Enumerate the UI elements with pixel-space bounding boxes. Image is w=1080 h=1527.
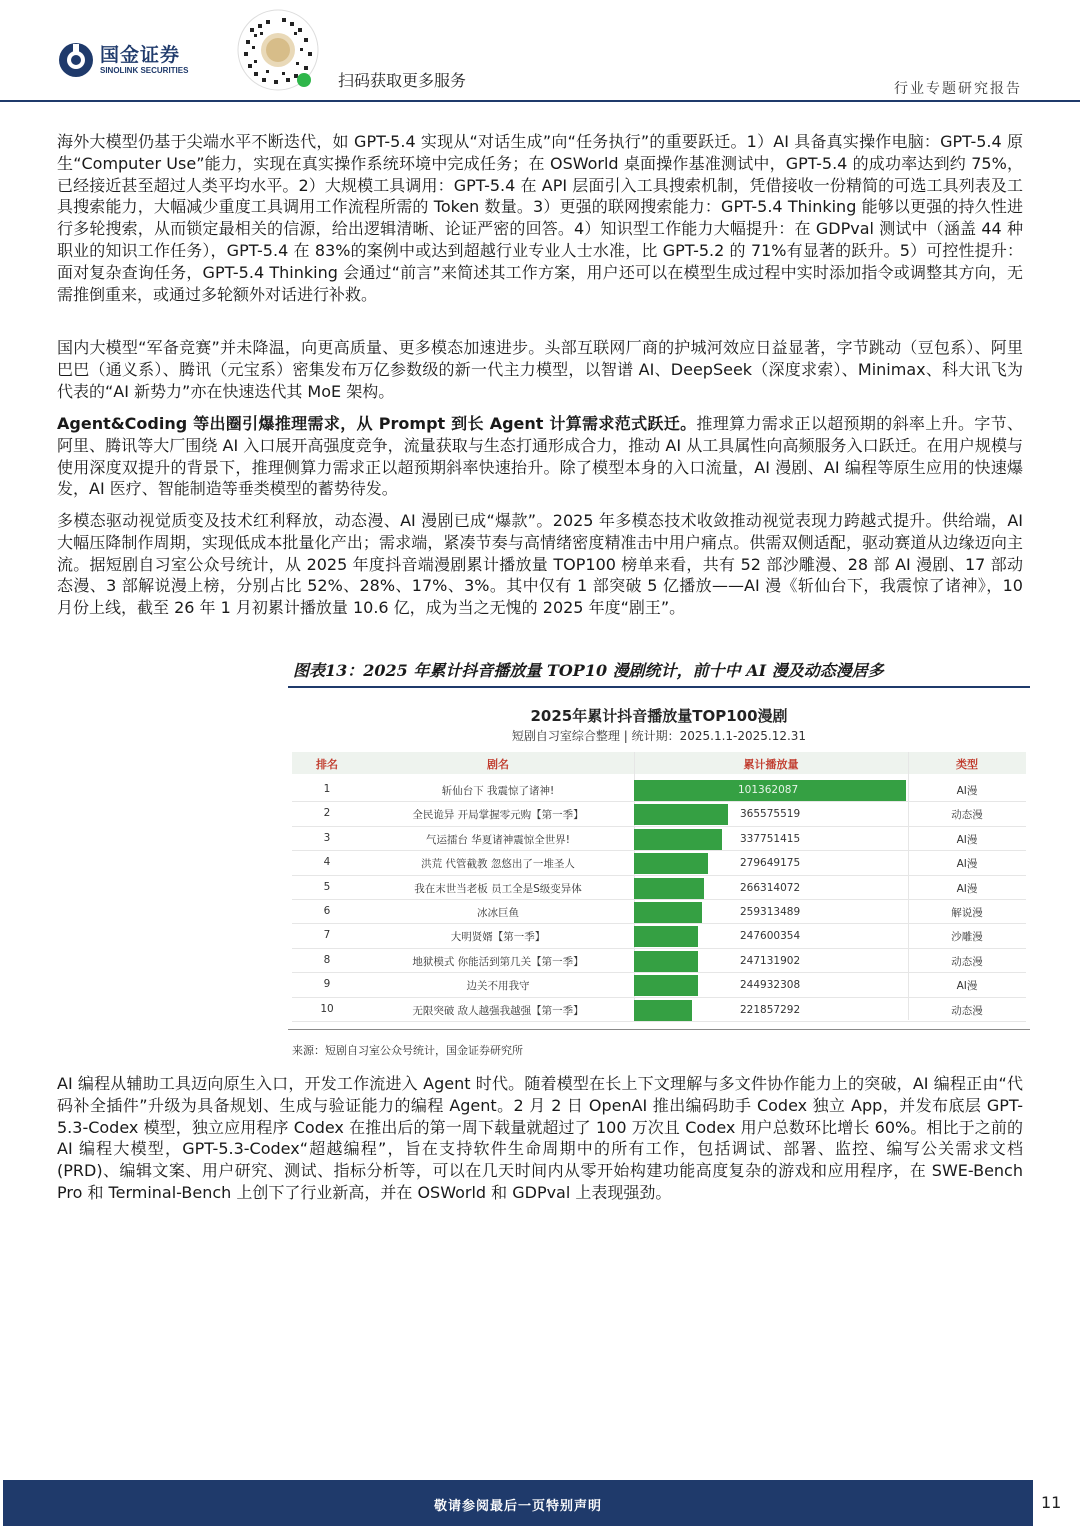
type-cell: 动态漫 (951, 809, 983, 822)
table-row (292, 827, 1026, 851)
logo-name-cn: 国金证券 (100, 44, 181, 66)
plays-value: 221857292 (740, 1003, 801, 1016)
rank-cell: 4 (323, 856, 331, 869)
paragraph-ai-coding: AI 编程从辅助工具迈向原生入口，开发工作流进入 Agent 时代。随着模型在长上下文理解与多文件协作能力上的突破，AI 编程正由“代码补全插件”升级为具备规划、生成与验证能力的编程 Agent。2 月 2 日 OpenAI 推出编码助手 Codex 独立 App，并发布底层 GPT-5.3-Codex 模型，独立应用程序 Codex 在推出后的第一周下载量就超过了 100 万次且 Codex 用户总数环比增长 60%。相比于之前的 AI 编程大模型，GPT-5.3-Codex“超越编程”，旨在支持软件生命周期中的所有工作，包括调试、部署、监控、编写公关需求文档(PRD)、编辑文案、用户研究、测试、指标分析等，可以在几天时间内从零开始构建功能高度复杂的游戏和应用程序，在 SWE-Bench Pro 和 Terminal-Bench 上创下了行业新高，并在 OSWorld 和 GDPval 上表现强劲。 (57, 1074, 1023, 1202)
table-row (292, 949, 1026, 973)
table-row (292, 876, 1026, 900)
page-footer (3, 1480, 1077, 1526)
table-row (292, 851, 1026, 875)
plays-value: 365575519 (740, 808, 801, 821)
plays-bar (634, 878, 704, 899)
column-header-plays: 累计播放量 (743, 758, 799, 771)
table-row (292, 924, 1026, 948)
plays-value: 247600354 (740, 930, 801, 943)
plays-value: 279649175 (740, 857, 801, 870)
type-cell: AI漫 (956, 858, 978, 871)
title-cell: 无限突破 敌人越强我越强【第一季】 (412, 1004, 584, 1017)
paragraph-multimodal: 多模态驱动视觉质变及技术红利释放，动态漫、AI 漫剧已成“爆款”。2025 年多模态技术收敛推动视觉表现力跨越式提升。供给端，AI 大幅压降制作周期，实现低成本批量化产出；需求端，紧凑节奏与高情绪密度精准击中用户痛点。供需双侧适配，驱动赛道从边缘迈向主流。据短剧自习室公众号统计，从 2025 年度抖音端漫剧累计播放量 TOP100 榜单来看，共有 52 部沙雕漫、28 部 AI 漫剧、17 部动态漫、3 部解说漫上榜，分别占比 52%、28%、17%、3%。其中仅有 1 部突破 5 亿播放——AI 漫《斩仙台下，我震惊了诸神》，10 月份上线，截至 26 年 1 月初累计播放量 10.6 亿，成为当之无愧的 2025 年度“剧王”。 (57, 511, 1023, 618)
plays-value: 101362087 (738, 784, 799, 796)
rank-cell: 3 (323, 831, 331, 844)
chart-title: 2025年累计抖音播放量TOP100漫剧 (530, 707, 788, 725)
title-cell: 洪荒 代管截教 忽悠出了一堆圣人 (421, 858, 575, 871)
paragraph-agent-coding-lead: Agent&Coding 等出圈引爆推理需求，从 Prompt 到长 Agent 计算需求范式跃迁。 (57, 414, 697, 433)
plays-value: 247131902 (740, 954, 801, 967)
type-cell: AI漫 (956, 980, 978, 993)
title-cell: 全民诡异 开局掌握零元购【第一季】 (412, 809, 584, 822)
plays-value: 266314072 (740, 881, 801, 894)
title-cell: 冰冰巨鱼 (477, 907, 519, 919)
title-cell: 气运擂台 华夏诸神震惊全世界! (425, 833, 571, 846)
paragraph-agent-coding-body: 推理算力需求正以超预期的斜率上升。字节、阿里、腾讯等大厂围绕 AI 入口展开高强度竞争，流量获取与生态打通形成合力，推动 AI 从工具属性向高频服务入口跃迁。在用户规模与使用深度双提升的背景下，推理侧算力需求正以超预期斜率快速抬升。除了模型本身的入口流量，AI 漫剧、AI 编程等原生应用的快速爆发，AI 医疗、智能制造等垂类模型的蓄势待发。 (57, 414, 1023, 499)
column-header-rank: 排名 (316, 758, 338, 771)
plays-bar (634, 1000, 692, 1021)
rank-cell: 7 (323, 929, 331, 942)
type-cell: 动态漫 (951, 955, 983, 968)
title-cell: 地狱模式 你能活到第几关【第一季】 (412, 955, 584, 968)
rank-cell: 2 (323, 807, 331, 820)
table-row (292, 998, 1026, 1022)
table-row (292, 900, 1026, 924)
report-type-label: 行业专题研究报告 (894, 81, 1022, 97)
plays-value: 244932308 (740, 979, 801, 992)
type-cell: 解说漫 (951, 907, 983, 919)
footer-disclaimer[interactable]: 敬请参阅最后一页特别声明 (433, 1499, 602, 1514)
rank-cell: 9 (323, 978, 331, 991)
top10-chart-table (292, 700, 1026, 1022)
header-divider (0, 100, 1080, 102)
column-header-name: 剧名 (487, 758, 509, 771)
figure-top-rule (288, 686, 1030, 688)
title-cell: 我在末世当老板 员工全是S级变异体 (414, 882, 582, 895)
plays-value: 259313489 (740, 906, 801, 918)
figure-source: 来源：短剧自习室公众号统计，国金证券研究所 (292, 1044, 523, 1057)
rank-cell: 6 (323, 905, 331, 917)
page-number: 11 (1041, 1493, 1062, 1512)
plays-bar (634, 853, 708, 874)
type-cell: AI漫 (956, 882, 978, 895)
plays-bar (634, 926, 698, 947)
table-row (292, 802, 1026, 826)
rank-cell: 8 (323, 953, 331, 966)
type-cell: AI漫 (956, 785, 978, 797)
type-cell: AI漫 (956, 833, 978, 846)
rank-cell: 1 (323, 783, 331, 795)
chart-subtitle: 短剧自习室综合整理 | 统计期：2025.1.1-2025.12.31 (511, 729, 807, 743)
plays-bar (634, 951, 698, 972)
column-header-type: 类型 (956, 758, 978, 771)
logo-name-en: SINOLINK SECURITIES (100, 66, 189, 75)
company-logo (58, 42, 188, 78)
plays-value: 337751415 (740, 832, 801, 845)
paragraph-agent-coding (57, 413, 1023, 500)
figure-bottom-rule (288, 1029, 1030, 1030)
table-header-row (292, 752, 1026, 774)
type-cell: 动态漫 (951, 1004, 983, 1017)
rank-cell: 5 (323, 880, 331, 893)
paragraph-overseas-models: 海外大模型仍基于尖端水平不断迭代，如 GPT-5.4 实现从“对话生成”向“任务执行”的重要跃迁。1）AI 具备真实操作电脑：GPT-5.4 原生“Computer Use”能力，实现在真实操作系统环境中完成任务；在 OSWorld 桌面操作基准测试中，GPT-5.4 的成功率达到约 75%，已经接近甚至超过人类平均水平。2）大规模工具调用：GPT-5.4 在 API 层面引入工具搜索机制，凭借接收一份精简的可选工具列表及工具搜索能力，大幅减少重度工具调用工作流程所需的 Token 数量。3）更强的联网搜索能力：GPT-5.4 Thinking 能够以更强的持久性进行多轮搜索，从而锁定最相关的信源，给出逻辑清晰、论证严密的回答。4）知识型工作能力大幅提升：在 GDPval 测试中（涵盖 44 种职业的知识工作任务），GPT-5.4 在 83%的案例中或达到超越行业专业人士水准，比 GPT-5.2 的 71%有显著的跃升。5）可控性提升：面对复杂查询任务，GPT-5.4 Thinking 会通过“前言”来简述其工作方案，用户还可以在模型生成过程中实时添加指令或调整其方向，无需推倒重来，或通过多轮额外对话进行补救。 (57, 132, 1023, 304)
title-cell: 边关不用我守 (466, 980, 530, 993)
title-cell: 斩仙台下 我震惊了诸神! (441, 785, 555, 797)
sinolink-logo-icon (58, 42, 94, 78)
table-row (292, 973, 1026, 997)
plays-bar (634, 902, 702, 923)
qr-caption: 扫码获取更多服务 (338, 71, 467, 90)
qr-code-icon[interactable] (236, 8, 320, 92)
plays-bar (634, 804, 728, 825)
plays-bar (634, 975, 698, 996)
table-row (292, 778, 1026, 802)
figure-caption: 图表13：2025 年累计抖音播放量 TOP10 漫剧统计，前十中 AI 漫及动态漫居多 (293, 661, 884, 680)
title-cell: 大明贤婿【第一季】 (450, 931, 546, 944)
paragraph-domestic-models: 国内大模型“军备竞赛”并未降温，向更高质量、更多模态加速进步。头部互联网厂商的护城河效应日益显著，字节跳动（豆包系）、阿里巴巴（通义系）、腾讯（元宝系）密集发布万亿参数级的新一代主力模型，以智谱 AI、DeepSeek（深度求索）、Minimax、科大讯飞为代表的“AI 新势力”亦在快速迭代其 MoE 架构。 (57, 338, 1023, 401)
plays-bar (634, 829, 722, 850)
type-cell: 沙雕漫 (951, 931, 983, 944)
rank-cell: 10 (320, 1002, 334, 1015)
page-header (0, 0, 1080, 102)
